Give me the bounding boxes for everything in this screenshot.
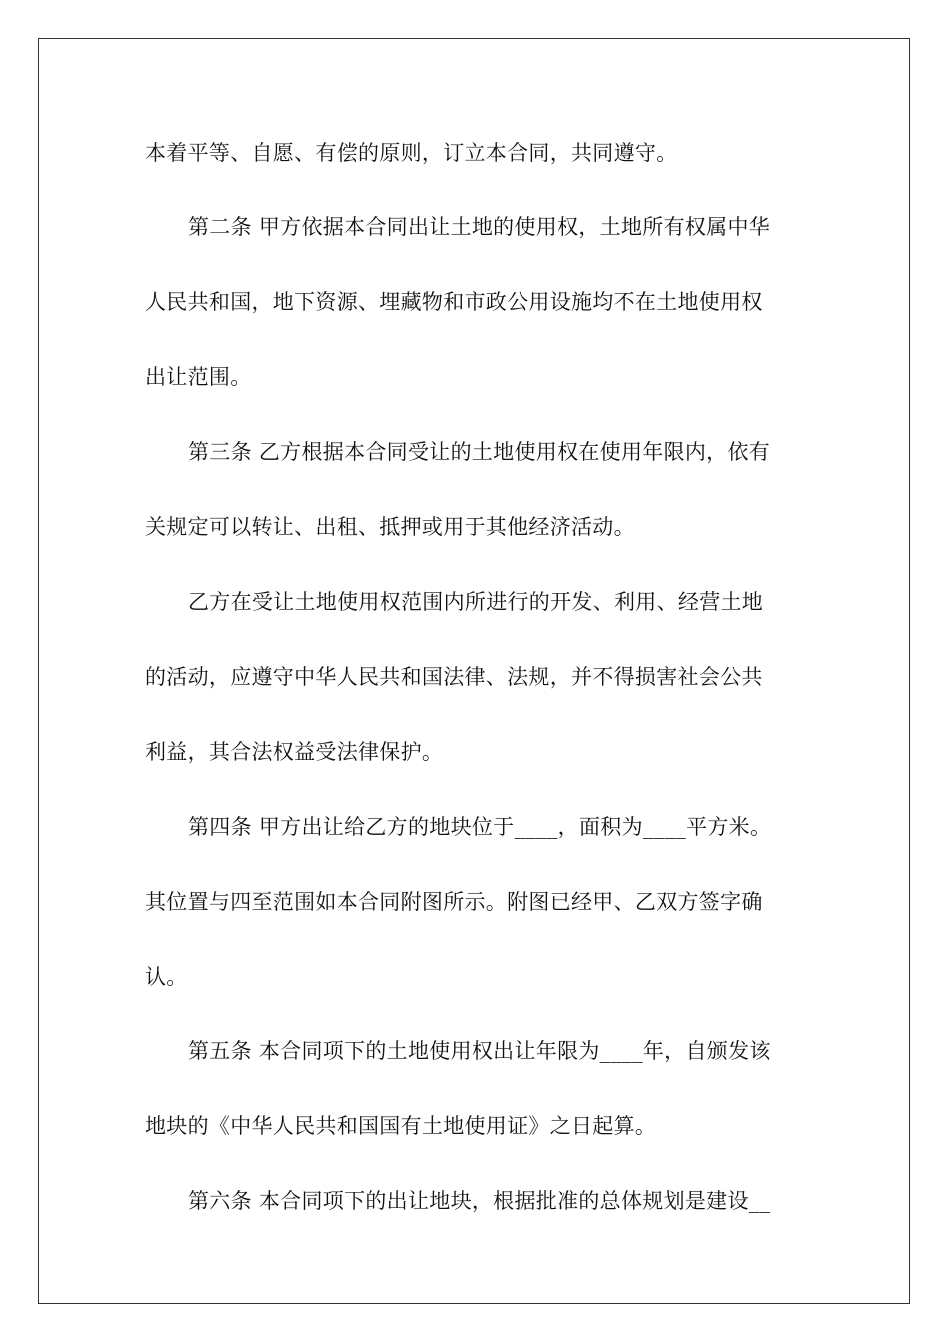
article-3-heading-line: 第三条 乙方根据本合同受让的土地使用权在使用年限内，依有 bbox=[188, 440, 771, 464]
article-4-heading-line: 第四条 甲方出让给乙方的地块位于____，面积为____平方米。 bbox=[188, 815, 772, 839]
text-line: 本着平等、自愿、有偿的原则，订立本合同，共同遵守。 bbox=[145, 141, 678, 165]
text-line: 关规定可以转让、出租、抵押或用于其他经济活动。 bbox=[145, 515, 635, 539]
article-6-heading-line: 第六条 本合同项下的出让地块，根据批准的总体规划是建设__ bbox=[188, 1189, 771, 1213]
text-line: 认。 bbox=[145, 965, 188, 989]
text-line: 人民共和国，地下资源、埋藏物和市政公用设施均不在土地使用权 bbox=[145, 290, 763, 314]
text-line: 地块的《中华人民共和国国有土地使用证》之日起算。 bbox=[145, 1114, 657, 1138]
article-2-heading-line: 第二条 甲方依据本合同出让土地的使用权，土地所有权属中华 bbox=[188, 215, 771, 239]
paragraph-start-line: 乙方在受让土地使用权范围内所进行的开发、利用、经营土地 bbox=[188, 590, 764, 614]
article-5-heading-line: 第五条 本合同项下的土地使用权出让年限为____年，自颁发该 bbox=[188, 1039, 771, 1063]
text-line: 其位置与四至范围如本合同附图所示。附图已经甲、乙双方签字确 bbox=[145, 890, 763, 914]
text-line: 的活动，应遵守中华人民共和国法律、法规，并不得损害社会公共 bbox=[145, 665, 763, 689]
text-line: 出让范围。 bbox=[145, 365, 252, 389]
text-line: 利益，其合法权益受法律保护。 bbox=[145, 740, 444, 764]
